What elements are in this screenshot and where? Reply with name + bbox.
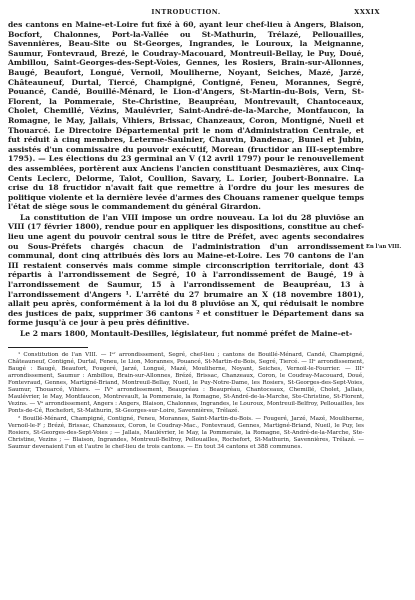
paragraph-2: La constitution de l'an VIII impose un ordre nouveau. La loi du 28 pluviôse an VIII (17 février 1800), rendue pour en appliquer les dispositions, constitue au chef-lieu une agent du pouvoir central sous le titre de Préfet, avec agents secondaires ou Sous-Préfets chargés chacun de l'administration d'un arrondissement communal, dont cinq attribués dès lors au Maine-et-Loire. Les 70 cantons de l'an III restaient conservés mais comme simple circonscription territoriale, dont 43 répartis à l'arrondissement de Segré, 10 à l'arrondissement de Baugé, 19 à l'arrondissement de Saumur, 15 à l'arrondissement de Beaupréau, 13 à l'arrondissement d'Angers ¹. L'arrêté du 27 brumaire an X (18 novembre 1801), allait peu après, conformément à la loi du 8 pluviôse an X, qui réduisait le nombre des justices de paix, supprimer 36 cantons ² et constituer le Département dans sa forme jusqu'à ce jour à peu près définitive. [8,212,364,328]
footnote-1: ¹ Constitution de l'an VIII. — Iᵉʳ arrondissement, Segré, chef-lieu ; cantons de Bouillé-Ménard, Candé, Champigné, Châteauneuf, Contigné, Durtal, Feneu, le Lion, Morannes, Pouancé, St-Martin-du-Bois, Segré, Tiercé. — IIᵉ arrondissement, Baugé : Baugé, Beaufort, Fougeré, Jarzé, Longué, Mazé, Mouliherne, Noyant, Seiches, Vernoil-le-Fourrier. — IIIᵉ arrondissement, Saumur : Ambillou, Brain-sur-Allonnes, Brézé, Brissac, Chanzeaux, Coron, le Coudray-Macouard, Doué, Fontevraud, Gennes, Martigné-Briand, Montreuil-Bellay, Nueil, le Puy-Notre-Dame, les Rosiers, St-Georges-des-Sept-Voies, Saumur, Thouarcé, Vihiers. — IVᵉ arrondissement, Beaupréau : Beaupréau, Chantoceaux, Chemillé, Cholet, Jallais, Maulévrier, le May, Montfaucon, Montrevault, la Pommeraie, la Romagne, St-André-de-la-Marche, Ste-Christine, St-Florent, Vezins. — Vᵉ arrondissement, Angers : Angers, Blaison, Chalonnes, Ingrandes, le Louroux, Montreuil-Belfroy, Pellouailles, les Ponts-de-Cé, Rochefort, St-Mathurin, St-Georges-sur-Loire, Savennières, Trélazé. [8,351,364,414]
page-number: XXXIX [354,8,380,16]
footnote-rule [8,347,88,348]
paragraph-1: des cantons en Maine-et-Loire fut fixé à 60, ayant leur chef-lieu à Angers, Blaison, Bocfort, Chalonnes, Port-la-Vallée ou St-Mathurin, Trélazé, Pellouailles, Savennières, Beau-Site ou St-Georges, Ingrandes, le Louroux, la Meignanne, Saumur, Fontevraud, Brezé, le Coudray-Macouard, Montreuil-Bellay, le Puy, Doué, Ambillou, Saint-Georges-des-Sept-Voies, Gennes, les Rosiers, Brain-sur-Allonnes, Baugé, Beaufort, Longué, Vernoil, Mouliherne, Noyant, Seiches, Mazé, Jarzé, Châteauneuf, Durtal, Tiercé, Champigné, Contigné, Feneu, Morannes, Segré, Pouancé, Candé, Bouillé-Ménard, le Lion-d'Angers, St-Martin-du-Bois, Vern, St-Florent, la Pommeraie, Ste-Christine, Beaupréau, Montrevault, Chantoceaux, Cholet, Chemillé, Vézins, Maulévrier, Saint-André-de-la-Marche, Montfaucon, la Romagne, le May, Jallais, Vihiers, Brissac, Chanzeaux, Coron, Montigné, Nueil et Thouarcé. Le Directoire Départemental prit le nom d'Administration Centrale, et fut réduit à cinq membres, Leterme-Saulnier, Chauvin, Dandenac, Bunel et Jubin, assistés d'un commissaire du pouvoir exécutif, Moreau (fructidor an III-septembre 1795). — Les élections du 23 germinal an V (12 avril 1797) pour le renouvellement des assemblées, portèrent aux Anciens l'ancien constituant Desmazières, aux Cinq-Cents Leclerc, Delorme, Talot, Coullion, Savary, L. Lorier, Joubert-Bonnaire. La crise du 18 fructidor n'avait fait que remettre à l'ordre du jour les mesures de politique violente et la dernière levée d'armes des Chouans ramener quelque temps l'état de siège sous le commandement du général Girardon. [8,20,364,212]
paragraph-3: Le 2 mars 1800, Montault-Desilles, législateur, fut nommé préfet de Maine-et- [20,329,353,338]
running-head-title: INTRODUCTION. [151,8,221,16]
margin-note: En l'an VIII. [366,244,402,250]
book-page [8,8,380,451]
running-head [8,8,380,20]
footnote-2: ² Bouillé-Ménard, Champigné, Contigné, Feneu, Morannes, Saint-Martin-du-Bois. — Fougeré, Jarzé, Mazé, Mouliherne, Vernoil-le-F ; Brézé, Brissac, Chanzeaux, Coron, le Coudray-Mac., Fontevraud, Gennes, Martigné-Briand, Nueil, le Puy, les Rosiers, St-Georges-des-Sept-Voies ; — Jallais, Maulévrier, le May, la Pommeraie, la Romagne, St-André-de-la-Marche, Ste-Christine, Vezins ; — Blaison, Ingrandes, Montreuil-Belfroy, Pellouailles, Rochefort, St-Mathurin, Savennières, Trélazé. — Saumur devenaient l'un et l'autre le chef-lieu de trois cantons. — En tout 34 cantons et 388 communes. [8,415,364,450]
footnotes [8,352,364,451]
body-text [8,20,364,339]
